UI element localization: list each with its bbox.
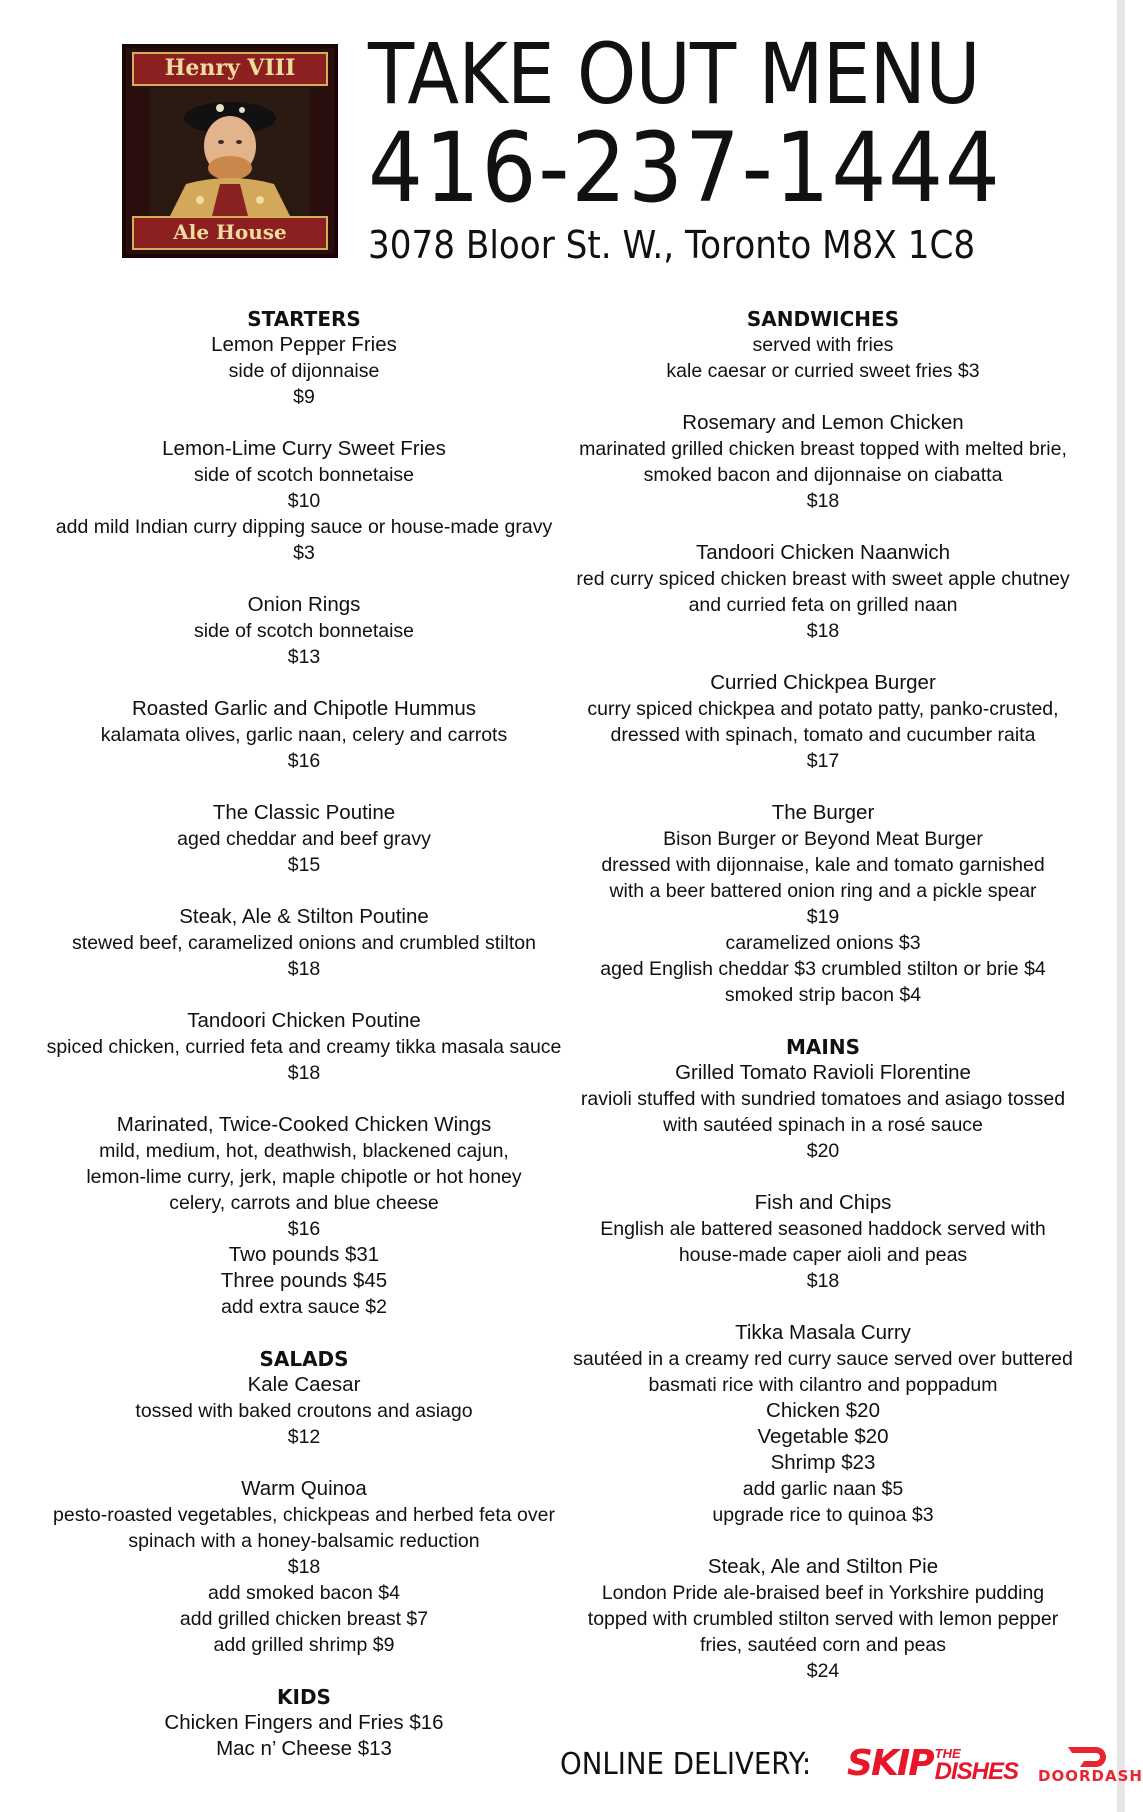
skip-subtext bbox=[935, 1747, 1018, 1784]
item-name: Onion Rings bbox=[247, 593, 361, 616]
menu-item bbox=[566, 670, 1080, 774]
logo-top-banner: Henry VIII bbox=[132, 52, 328, 86]
item-desc: curry spiced chickpea and potato patty, panko-crusted, bbox=[587, 698, 1059, 720]
doordash-logo[interactable] bbox=[1038, 1743, 1143, 1785]
king-portrait-icon bbox=[150, 88, 310, 216]
item-desc: spiced chicken, curried feta and creamy tikka masala sauce bbox=[46, 1036, 562, 1058]
item-name: Fish and Chips bbox=[754, 1191, 892, 1214]
item-option: Shrimp $23 bbox=[770, 1451, 876, 1474]
item-price: $17 bbox=[806, 750, 840, 772]
item-desc: dressed with dijonnaise, kale and tomato garnished bbox=[601, 854, 1045, 876]
item-name: Lemon Pepper Fries bbox=[211, 333, 397, 356]
item-name: Kale Caesar bbox=[247, 1373, 361, 1396]
item-price: $18 bbox=[806, 490, 840, 512]
item-option: Three pounds $45 bbox=[220, 1269, 388, 1292]
item-desc: side of scotch bonnetaise bbox=[193, 620, 415, 642]
skip-word: SKIP bbox=[847, 1743, 933, 1784]
item-option: Vegetable $20 bbox=[757, 1425, 889, 1448]
item-option: Two pounds $31 bbox=[228, 1243, 380, 1266]
section-title-sandwiches: SANDWICHES bbox=[746, 307, 900, 331]
item-desc: kale caesar or curried sweet fries $3 bbox=[666, 360, 980, 382]
item-desc: smoked bacon and dijonnaise on ciabatta bbox=[643, 464, 1003, 486]
item-desc: Bison Burger or Beyond Meat Burger bbox=[663, 828, 983, 850]
phone-number: 416-237-1444 bbox=[368, 112, 1002, 224]
menu-item bbox=[46, 1372, 562, 1450]
section-title-salads: SALADS bbox=[259, 1347, 349, 1371]
item-addon: add garlic naan $5 bbox=[742, 1478, 904, 1500]
menu-item bbox=[46, 904, 562, 982]
item-name: Tikka Masala Curry bbox=[735, 1321, 911, 1344]
item-desc: aged cheddar and beef gravy bbox=[177, 828, 431, 850]
item-desc: ravioli stuffed with sundried tomatoes and asiago tossed bbox=[580, 1088, 1066, 1110]
menu-item bbox=[46, 1112, 562, 1320]
item-addon: caramelized onions $3 bbox=[725, 932, 921, 954]
skip-dishes: DISHES bbox=[934, 1758, 1018, 1785]
item-price: $13 bbox=[287, 646, 321, 668]
item-desc: with a beer battered onion ring and a pickle spear bbox=[609, 880, 1037, 902]
item-desc: side of dijonnaise bbox=[228, 360, 380, 382]
menu-item bbox=[46, 592, 562, 670]
menu-item bbox=[566, 410, 1080, 514]
item-desc: London Pride ale-braised beef in Yorkshire pudding bbox=[601, 1582, 1045, 1604]
item-desc: topped with crumbled stilton served with lemon pepper bbox=[587, 1608, 1059, 1630]
item-desc: celery, carrots and blue cheese bbox=[169, 1192, 439, 1214]
item-name: Steak, Ale & Stilton Poutine bbox=[179, 905, 429, 928]
item-price: $9 bbox=[293, 386, 315, 408]
item-name: Roasted Garlic and Chipotle Hummus bbox=[131, 697, 477, 720]
item-price: $12 bbox=[287, 1426, 321, 1448]
doordash-word: DOORDASH bbox=[1038, 1767, 1143, 1785]
item-name: The Burger bbox=[771, 801, 875, 824]
item-desc: house-made caper aioli and peas bbox=[678, 1244, 968, 1266]
portrait-image bbox=[150, 88, 310, 216]
item-name: Steak, Ale and Stilton Pie bbox=[707, 1555, 939, 1578]
item-desc: tossed with baked croutons and asiago bbox=[135, 1400, 473, 1422]
item-price: $24 bbox=[806, 1660, 840, 1682]
skip-the-dishes-logo[interactable] bbox=[847, 1744, 1018, 1784]
item-desc: red curry spiced chicken breast with sweet apple chutney bbox=[576, 568, 1070, 590]
item-desc: and curried feta on grilled naan bbox=[688, 594, 958, 616]
left-column bbox=[46, 306, 562, 1762]
menu-item bbox=[46, 800, 562, 878]
section-title-starters: STARTERS bbox=[247, 307, 361, 331]
item-price: $10 bbox=[287, 490, 321, 512]
menu-item bbox=[46, 1008, 562, 1086]
item-name: Tandoori Chicken Poutine bbox=[187, 1009, 421, 1032]
item-name: Mac n’ Cheese $13 bbox=[216, 1737, 392, 1760]
menu-item bbox=[566, 1320, 1080, 1528]
item-desc: marinated grilled chicken breast topped with melted brie, bbox=[579, 438, 1067, 460]
doordash-icon bbox=[1066, 1743, 1114, 1767]
item-price: $16 bbox=[287, 1218, 321, 1240]
item-desc: basmati rice with cilantro and poppadum bbox=[648, 1374, 998, 1396]
skip-the: THE bbox=[934, 1746, 961, 1761]
item-desc: spinach with a honey-balsamic reduction bbox=[128, 1530, 480, 1552]
item-desc: English ale battered seasoned haddock served with bbox=[600, 1218, 1046, 1240]
item-addon: add grilled chicken breast $7 bbox=[179, 1608, 429, 1630]
item-name: Grilled Tomato Ravioli Florentine bbox=[675, 1061, 971, 1084]
right-column bbox=[566, 306, 1080, 1684]
menu-item bbox=[46, 1476, 562, 1658]
item-desc: pesto-roasted vegetables, chickpeas and herbed feta over bbox=[53, 1504, 555, 1526]
item-addon: add extra sauce $2 bbox=[221, 1296, 387, 1318]
item-addon: add smoked bacon $4 bbox=[208, 1582, 400, 1604]
item-desc: served with fries bbox=[752, 334, 894, 356]
logo-bottom-banner: Ale House bbox=[132, 216, 328, 250]
item-name: Lemon-Lime Curry Sweet Fries bbox=[162, 437, 446, 460]
item-desc: mild, medium, hot, deathwish, blackened cajun, bbox=[99, 1140, 509, 1162]
item-desc: lemon-lime curry, jerk, maple chipotle or hot honey bbox=[86, 1166, 522, 1188]
item-desc: dressed with spinach, tomato and cucumber raita bbox=[610, 724, 1036, 746]
menu-item bbox=[566, 332, 1080, 384]
menu-item bbox=[46, 332, 562, 410]
henry-viii-logo bbox=[122, 44, 338, 258]
delivery-label: ONLINE DELIVERY: bbox=[560, 1746, 812, 1782]
menu-item bbox=[566, 540, 1080, 644]
item-price: $18 bbox=[806, 1270, 840, 1292]
online-delivery bbox=[560, 1734, 1143, 1794]
item-addon: add mild Indian curry dipping sauce or house-made gravy bbox=[55, 516, 553, 538]
menu-item bbox=[566, 1060, 1080, 1164]
item-price: $20 bbox=[806, 1140, 840, 1162]
item-price: $18 bbox=[287, 1062, 321, 1084]
menu-item bbox=[566, 1554, 1080, 1684]
item-price: $18 bbox=[287, 1556, 321, 1578]
menu-item bbox=[566, 800, 1080, 1008]
address: 3078 Bloor St. W., Toronto M8X 1C8 bbox=[368, 223, 976, 267]
item-name: Rosemary and Lemon Chicken bbox=[682, 411, 964, 434]
item-desc: sautéed in a creamy red curry sauce served over buttered bbox=[573, 1348, 1073, 1370]
menu-item bbox=[46, 436, 562, 566]
item-price: $16 bbox=[287, 750, 321, 772]
page-title: TAKE OUT MENU bbox=[368, 25, 980, 123]
menu-item bbox=[46, 1710, 562, 1762]
item-option: Chicken $20 bbox=[766, 1399, 880, 1422]
item-price: $18 bbox=[806, 620, 840, 642]
item-desc: stewed beef, caramelized onions and crumbled stilton bbox=[72, 932, 536, 954]
section-title-kids: KIDS bbox=[277, 1685, 331, 1709]
item-price: $19 bbox=[806, 906, 840, 928]
item-addon: aged English cheddar $3 crumbled stilton or brie $4 bbox=[600, 958, 1046, 980]
menu-item bbox=[566, 1190, 1080, 1294]
item-price: $15 bbox=[287, 854, 321, 876]
item-name: The Classic Poutine bbox=[212, 801, 396, 824]
item-addon: upgrade rice to quinoa $3 bbox=[712, 1504, 934, 1526]
item-desc: with sautéed spinach in a rosé sauce bbox=[663, 1114, 983, 1136]
item-name: Warm Quinoa bbox=[241, 1477, 367, 1500]
item-addon: smoked strip bacon $4 bbox=[724, 984, 922, 1006]
item-addon-price: $3 bbox=[293, 542, 315, 564]
item-name: Marinated, Twice-Cooked Chicken Wings bbox=[116, 1113, 492, 1136]
item-name: Curried Chickpea Burger bbox=[710, 671, 936, 694]
menu-item bbox=[46, 696, 562, 774]
section-title-mains: MAINS bbox=[786, 1035, 860, 1059]
item-desc: side of scotch bonnetaise bbox=[193, 464, 415, 486]
item-name: Chicken Fingers and Fries $16 bbox=[164, 1711, 444, 1734]
item-price: $18 bbox=[287, 958, 321, 980]
item-addon: add grilled shrimp $9 bbox=[213, 1634, 395, 1656]
item-desc: fries, sautéed corn and peas bbox=[699, 1634, 947, 1656]
item-desc: kalamata olives, garlic naan, celery and carrots bbox=[100, 724, 508, 746]
header-block bbox=[368, 25, 1008, 270]
item-name: Tandoori Chicken Naanwich bbox=[695, 541, 951, 564]
